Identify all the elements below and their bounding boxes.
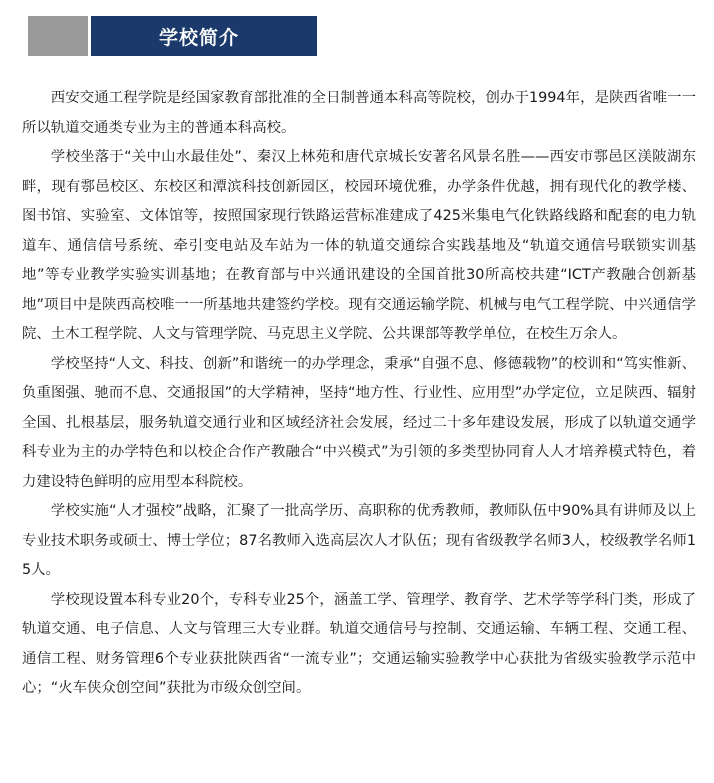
paragraph-faculty: 学校实施“人才强校”战略，汇聚了一批高学历、高职称的优秀教师，教师队伍中90%具有讲师及以上专业技术职务或硕士、博士学位；87名教师入选高层次人才队伍；现有省级教学名师3人，校级教学名师15人。 — [22, 503, 696, 578]
section-title: 学校简介 — [91, 16, 317, 56]
article-body — [22, 84, 696, 704]
paragraph-philosophy: 学校坚持“人文、科技、创新”和谐统一的办学理念，秉承“自强不息、修德载物”的校训和“笃实惟新、负重图强、驰而不息、交通报国”的大学精神，坚持“地方性、行业性、应用型”办学定位，立足陕西、辐射全国、扎根基层，服务轨道交通行业和区域经济社会发展，经过二十多年建设发展，形成了以轨道交通学科专业为主的办学特色和以校企合作产教融合“中兴模式”为引领的多类型协同育人人才培养模式特色，着力建设特色鲜明的应用型本科院校。 — [22, 355, 696, 490]
paragraph-campus: 学校坐落于“关中山水最佳处”、秦汉上林苑和唐代京城长安著名风景名胜——西安市鄠邑区渼陂湖东畔，现有鄠邑校区、东校区和潭滨科技创新园区，校园环境优雅，办学条件优越，拥有现代化的教学楼、图书馆、实验室、文体馆等，按照国家现行铁路运营标准建成了425米集电气化铁路线路和配套的电力轨道车、通信信号系统、牵引变电站及车站为一体的轨道交通综合实践基地及“轨道交通信号联锁实训基地”等专业教学实验实训基地；在教育部与中兴通讯建设的全国首批30所高校共建“ICT产教融合创新基地”项目中是陕西高校唯一一所基地共建签约学校。现有交通运输学院、机械与电气工程学院、中兴通信学院、土木工程学院、人文与管理学院、马克思主义学院、公共课部等教学单位，在校生万余人。 — [22, 149, 696, 342]
header-gray-block — [28, 16, 88, 56]
paragraph-majors: 学校现设置本科专业20个，专科专业25个，涵盖工学、管理学、教育学、艺术学等学科门类，形成了轨道交通、电子信息、人文与管理三大专业群。轨道交通信号与控制、交通运输、车辆工程、交通工程、通信工程、财务管理6个专业获批陕西省“一流专业”；交通运输实验教学中心获批为省级实验教学示范中心；“火车侠众创空间”获批为市级众创空间。 — [22, 591, 696, 696]
paragraph-intro: 西安交通工程学院是经国家教育部批准的全日制普通本科高等院校，创办于1994年，是陕西省唯一一所以轨道交通类专业为主的普通本科高校。 — [22, 90, 696, 136]
section-header — [28, 16, 317, 56]
